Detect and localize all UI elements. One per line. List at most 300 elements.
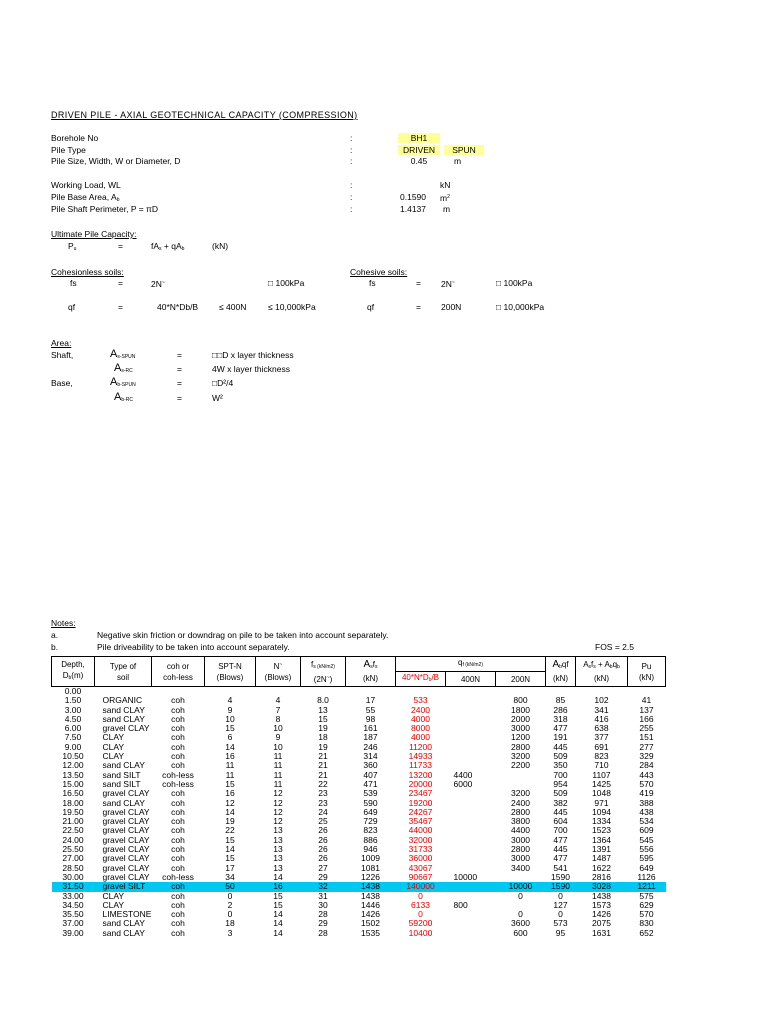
cell-spt-n: 6 xyxy=(227,733,233,743)
cell-qf-200n xyxy=(496,901,546,910)
cell-abqf: 954 xyxy=(553,779,568,789)
cell-qf-200n: 1800 xyxy=(511,705,530,715)
cell-qf-cohesionless: 31733 xyxy=(408,845,433,855)
col-fs-header: $f_{s (kN/m2)}$ (2N~) xyxy=(301,657,346,687)
base-label: Base, xyxy=(51,378,73,388)
cell-total: 377 xyxy=(594,733,609,743)
cell-spt-n: 34 xyxy=(225,872,235,882)
cell-soil: sand CLAY xyxy=(102,761,145,771)
cell-pu: 166 xyxy=(639,714,654,724)
cell-depth: 13.50 xyxy=(62,770,84,780)
cell-pu xyxy=(628,687,666,697)
col-qf-400n-header: 400N xyxy=(446,672,496,687)
cell-qf-200n: 2400 xyxy=(511,798,530,808)
cell-depth: 39.00 xyxy=(62,928,84,938)
cell-qf-cohesionless: 90667 xyxy=(408,872,433,882)
cohesive-qf-limit: □ 10,000kPa xyxy=(496,302,545,312)
col-asfs-header: $A_sf_s$ (kN) xyxy=(346,657,396,687)
cell-abqf: 382 xyxy=(553,798,568,808)
cohesionless-fs-value: 2N~ xyxy=(151,279,165,289)
cell-coh: coh xyxy=(152,882,205,891)
fos-label: FOS = 2.5 xyxy=(595,642,634,652)
cell-qf-cohesionless: 11733 xyxy=(408,761,432,771)
col-sptn-header: SPT-N (Blows) xyxy=(205,657,256,687)
table-row xyxy=(52,919,666,928)
pu-equals: = xyxy=(118,241,123,251)
cell-n-corr: 12 xyxy=(273,798,283,808)
cell-qf-cohesionless: 4000 xyxy=(411,714,430,724)
cohesionless-fs-eq: = xyxy=(118,278,123,288)
cell-qf-400n xyxy=(446,854,496,863)
cell-abqf: 573 xyxy=(553,919,568,929)
cell-qf-cohesionless: 4000 xyxy=(411,733,430,743)
cell-qf-cohesionless: 0 xyxy=(418,891,423,901)
cell-qf-cohesionless: 10400 xyxy=(408,928,433,938)
cell-abqf: 700 xyxy=(553,826,568,836)
cell-abqf: 477 xyxy=(553,724,568,734)
cell-spt-n: 17 xyxy=(225,863,235,873)
pile-size-label: Pile Size, Width, W or Diameter, D xyxy=(51,156,181,166)
cell-qf-400n xyxy=(446,752,496,761)
cell-coh: coh-less xyxy=(162,770,194,780)
cell-coh: coh-less xyxy=(162,779,194,789)
cell-qf-400n xyxy=(446,696,496,705)
cell-total: 2816 xyxy=(592,872,611,882)
cell-soil: gravel CLAY xyxy=(102,845,150,855)
cell-spt-n: 4 xyxy=(227,696,233,706)
cell-coh: coh xyxy=(171,752,185,762)
cohesionless-qf-value: 40*N*Db/B xyxy=(157,302,199,312)
cell-asfs: 1438 xyxy=(346,882,396,891)
cell-n-corr: 11 xyxy=(273,752,283,762)
cohesive-qf-value: 200N xyxy=(441,302,462,312)
cell-asfs: 886 xyxy=(363,835,378,845)
cell-coh: coh xyxy=(171,724,185,734)
cohesive-fs-label: fs xyxy=(369,278,376,288)
cell-depth: 22.50 xyxy=(62,826,84,836)
cell-total: 691 xyxy=(594,742,609,752)
cell-abqf: 604 xyxy=(553,817,568,827)
cell-spt-n: 22 xyxy=(225,826,235,836)
cell-spt-n: 9 xyxy=(227,705,233,715)
cell-spt-n: 50 xyxy=(205,882,256,891)
cell-abqf: 85 xyxy=(555,696,566,706)
cell-abqf: 445 xyxy=(553,742,568,752)
table-row xyxy=(52,752,666,761)
table-row xyxy=(52,733,666,742)
cell-depth: 4.50 xyxy=(64,714,82,724)
table-row xyxy=(52,780,666,789)
cell-soil: gravel CLAY xyxy=(102,807,150,817)
table-row xyxy=(52,724,666,733)
cell-coh: coh-less xyxy=(162,872,194,882)
col-soil-header: Type of soil xyxy=(95,657,152,687)
cell-abqf: 509 xyxy=(553,789,568,799)
table-row xyxy=(52,873,666,882)
cell-fs: 13 xyxy=(318,705,328,715)
area-heading: Area: xyxy=(51,338,72,348)
cell-pu: 284 xyxy=(639,761,654,771)
cell-n-corr: 11 xyxy=(273,770,283,780)
cell-soil: sand SILT xyxy=(102,770,141,780)
cell-depth: 9.00 xyxy=(64,742,82,752)
cohesive-fs-eq: = xyxy=(416,278,421,288)
base-area-unit: $m^2$ xyxy=(440,193,450,203)
cell-asfs: 649 xyxy=(363,807,378,817)
cell-asfs: 823 xyxy=(363,826,378,836)
cell-fs: 21 xyxy=(318,770,328,780)
cell-soil: CLAY xyxy=(102,742,125,752)
cell-abqf: 127 xyxy=(553,900,568,910)
cell-total xyxy=(576,687,628,697)
cell-qf-400n xyxy=(446,836,496,845)
col-ncorr-header: N~ (Blows) xyxy=(256,657,301,687)
cell-coh xyxy=(152,687,205,697)
cohesive-heading: Cohesive soils: xyxy=(350,267,408,277)
cell-asfs: 187 xyxy=(363,733,378,743)
cell-coh: coh xyxy=(171,742,185,752)
cell-pu: 534 xyxy=(639,817,654,827)
table-row xyxy=(52,929,666,938)
cell-coh: coh xyxy=(171,817,185,827)
cell-qf-cohesionless: 2400 xyxy=(411,705,430,715)
col-total-header: $A_sf_s + A_bq_b$ (kN) xyxy=(576,657,628,687)
cell-asfs: 1426 xyxy=(361,910,380,920)
cell-qf-cohesionless: 20000 xyxy=(408,779,433,789)
cohesionless-qf-limit1: ≤ 400N xyxy=(219,302,247,312)
cell-qf-200n: 4400 xyxy=(511,826,530,836)
cell-depth: 6.00 xyxy=(64,724,82,734)
table-row xyxy=(52,761,666,770)
cell-asfs: 1081 xyxy=(361,863,380,873)
cell-spt-n: 0 xyxy=(227,891,233,901)
cell-qf-cohesionless: 19200 xyxy=(408,798,433,808)
cohesionless-qf-label: qf xyxy=(68,302,76,312)
pile-subtype-value[interactable]: SPUN xyxy=(444,145,484,155)
working-load-unit: kN xyxy=(440,180,451,190)
cell-soil: CLAY xyxy=(102,733,125,743)
cell-qf-cohesionless: 13200 xyxy=(408,770,433,780)
cell-qf-200n: 2200 xyxy=(511,761,530,771)
cell-spt-n: 19 xyxy=(225,817,235,827)
cell-qf-400n xyxy=(446,845,496,854)
pile-size-value[interactable]: 0.45 xyxy=(410,156,428,166)
table-row xyxy=(52,892,666,901)
cell-pu: 277 xyxy=(639,742,654,752)
cell-qf-200n: 0 xyxy=(518,891,523,901)
cell-spt-n: 10 xyxy=(225,714,235,724)
cell-abqf: 445 xyxy=(553,807,568,817)
cell-qf-cohesionless: 23467 xyxy=(408,789,433,799)
cell-n-corr: 11 xyxy=(273,761,283,771)
cell-coh: coh xyxy=(171,900,185,910)
area-shaft-rc-symbol: $A_{s-RC}$ xyxy=(114,362,133,374)
table-body xyxy=(52,687,666,939)
base-area-value: 0.1590 xyxy=(400,192,426,202)
cell-total: 710 xyxy=(594,761,609,771)
area-base-rc-eq: = xyxy=(177,393,182,403)
cohesionless-heading: Cohesionless soils: xyxy=(51,267,124,277)
cell-abqf: 0 xyxy=(558,910,563,920)
ultimate-heading: Ultimate Pile Capacity: xyxy=(51,229,137,239)
cell-spt-n: 14 xyxy=(225,742,235,752)
cell-qf-200n: 800 xyxy=(513,696,528,706)
cell-qf-cohesionless: 32000 xyxy=(408,835,433,845)
cell-total: 1573 xyxy=(592,900,611,910)
cell-qf-200n: 10000 xyxy=(496,882,546,891)
cell-total: 1631 xyxy=(592,928,611,938)
cell-qf-cohesionless: 533 xyxy=(413,696,428,706)
cell-soil: sand CLAY xyxy=(102,919,145,929)
cell-qf-400n: 10000 xyxy=(453,872,478,882)
cell-abqf: 1590 xyxy=(546,882,576,891)
cell-qf-200n: 2800 xyxy=(511,845,530,855)
cell-asfs: 246 xyxy=(363,742,378,752)
cell-qf-400n xyxy=(446,826,496,835)
table-row xyxy=(52,854,666,863)
cell-total: 1622 xyxy=(592,863,611,873)
cell-qf-400n xyxy=(446,929,496,938)
cell-spt-n: 11 xyxy=(225,761,235,771)
cohesionless-qf-eq: = xyxy=(118,302,123,312)
cell-fs: 27 xyxy=(318,863,328,873)
cell-asfs: 729 xyxy=(363,817,378,827)
cell-fs: 19 xyxy=(318,742,328,752)
cell-n-corr: 10 xyxy=(273,742,283,752)
cell-n-corr: 12 xyxy=(273,789,283,799)
cell-qf-400n: 800 xyxy=(453,900,468,910)
cell-asfs: 1226 xyxy=(361,872,380,882)
cell-asfs: 17 xyxy=(365,696,376,706)
cell-qf-400n xyxy=(446,733,496,742)
cell-abqf: 191 xyxy=(553,733,568,743)
cell-soil: sand CLAY xyxy=(102,798,145,808)
cell-depth: 15.00 xyxy=(62,779,84,789)
cell-asfs: 1446 xyxy=(361,900,380,910)
cell-total: 1107 xyxy=(592,770,611,780)
cell-qf-cohesionless: 36000 xyxy=(408,854,433,864)
cell-soil: CLAY xyxy=(102,900,125,910)
cell-n-corr: 14 xyxy=(273,872,283,882)
cell-qf-400n xyxy=(446,864,496,873)
pile-size-unit: m xyxy=(454,156,462,166)
cell-n-corr: 13 xyxy=(273,845,283,855)
cell-fs: 21 xyxy=(318,752,328,762)
cell-pu: 443 xyxy=(639,770,654,780)
cell-abqf: 0 xyxy=(558,891,563,901)
area-base-rc-symbol: $A_{b-RC}$ xyxy=(114,391,134,403)
cell-abqf: 509 xyxy=(553,752,568,762)
cell-qf-200n: 1200 xyxy=(511,733,530,743)
cell-soil: gravel CLAY xyxy=(102,789,150,799)
cell-qf-cohesionless: 35467 xyxy=(408,817,433,827)
table-row xyxy=(52,687,666,697)
cell-qf-cohesionless: 59200 xyxy=(408,919,433,929)
cell-depth: 34.50 xyxy=(62,900,84,910)
cell-n-corr: 14 xyxy=(273,928,283,938)
col-qf-200n-header: 200N xyxy=(496,672,546,687)
cell-pu: 629 xyxy=(639,900,654,910)
cell-spt-n: 16 xyxy=(225,752,235,762)
table-row xyxy=(52,789,666,798)
cell-total: 823 xyxy=(594,752,609,762)
cell-depth: 12.00 xyxy=(62,761,84,771)
cell-asfs: 98 xyxy=(365,714,376,724)
cohesionless-fs-limit: □ 100kPa xyxy=(268,278,305,288)
cell-pu: 419 xyxy=(639,789,654,799)
cell-asfs: 590 xyxy=(363,798,378,808)
table-header-row-1 xyxy=(52,657,666,672)
cell-depth: 27.00 xyxy=(62,854,84,864)
area-base-spun-text: □D²/4 xyxy=(212,378,234,388)
cell-asfs: 55 xyxy=(365,705,376,715)
cell-fs: 26 xyxy=(318,845,328,855)
pile-size-sep: : xyxy=(350,156,353,166)
table-row xyxy=(52,715,666,724)
cell-abqf: 445 xyxy=(553,845,568,855)
cell-depth: 19.50 xyxy=(62,807,84,817)
area-shaft-rc-eq: = xyxy=(177,364,182,374)
cell-spt-n: 3 xyxy=(227,928,233,938)
cell-soil: gravel CLAY xyxy=(102,826,150,836)
cell-depth: 1.50 xyxy=(64,696,82,706)
cell-asfs: 1438 xyxy=(361,891,380,901)
cell-n-corr: 14 xyxy=(273,910,283,920)
cell-fs: 23 xyxy=(318,798,328,808)
cell-qf-400n xyxy=(446,892,496,901)
cell-spt-n: 16 xyxy=(225,789,235,799)
cell-qf-400n xyxy=(446,761,496,770)
cell-coh: coh xyxy=(171,919,185,929)
cell-pu: 830 xyxy=(639,919,654,929)
cell-total: 1425 xyxy=(592,779,611,789)
cell-pu: 388 xyxy=(639,798,654,808)
cell-soil: gravel CLAY xyxy=(102,863,150,873)
cell-depth: 25.50 xyxy=(62,845,84,855)
cell-n-corr xyxy=(256,687,301,697)
pile-type-value[interactable]: DRIVEN xyxy=(398,145,440,155)
cell-total: 971 xyxy=(594,798,609,808)
area-shaft-spun-symbol: $A_{s-SPUN}$ xyxy=(110,348,136,360)
cell-depth: 31.50 xyxy=(52,882,95,891)
cell-pu: 652 xyxy=(639,928,654,938)
pile-type-sep: : xyxy=(350,145,353,155)
borehole-label: Borehole No xyxy=(51,133,99,143)
cell-fs: 8.0 xyxy=(317,696,329,706)
cell-fs: 26 xyxy=(318,854,328,864)
table-row xyxy=(52,706,666,715)
cell-depth: 35.50 xyxy=(62,910,84,920)
cell-qf-200n: 3000 xyxy=(511,854,530,864)
borehole-value[interactable]: BH1 xyxy=(398,133,440,143)
cell-total: 416 xyxy=(594,714,609,724)
cell-spt-n: 14 xyxy=(225,807,235,817)
shaft-perimeter-sep: : xyxy=(350,204,353,214)
notes-heading: Notes: xyxy=(51,618,76,628)
cell-pu: 595 xyxy=(639,854,654,864)
cell-qf-200n: 0 xyxy=(518,910,523,920)
cell-fs: 15 xyxy=(318,714,328,724)
cell-abqf xyxy=(546,687,576,697)
cell-coh: coh xyxy=(171,733,185,743)
cell-coh: coh xyxy=(171,807,185,817)
cell-coh: coh xyxy=(171,714,185,724)
cell-spt-n: 14 xyxy=(225,845,235,855)
area-base-spun-eq: = xyxy=(177,378,182,388)
cell-soil: gravel CLAY xyxy=(102,835,150,845)
cell-qf-400n xyxy=(446,687,496,697)
cell-coh: coh xyxy=(171,910,185,920)
cell-coh: coh xyxy=(171,845,185,855)
table-row xyxy=(52,771,666,780)
cell-qf-200n: 3000 xyxy=(511,724,530,734)
cell-qf-cohesionless: 44000 xyxy=(408,826,433,836)
cell-pu: 438 xyxy=(639,807,654,817)
cell-fs: 29 xyxy=(318,872,328,882)
cell-qf-200n: 3200 xyxy=(511,789,530,799)
cell-soil: gravel CLAY xyxy=(102,724,150,734)
cell-asfs: 360 xyxy=(363,761,378,771)
cell-fs: 25 xyxy=(318,817,328,827)
cell-spt-n xyxy=(205,687,256,697)
cell-pu: 545 xyxy=(639,835,654,845)
cell-qf-400n xyxy=(446,817,496,826)
cohesionless-fs-label: fs xyxy=(70,278,77,288)
cell-coh: coh xyxy=(171,761,185,771)
cell-qf-400n xyxy=(446,799,496,808)
cell-n-corr: 13 xyxy=(273,854,283,864)
cell-spt-n: 15 xyxy=(225,854,235,864)
cell-n-corr: 10 xyxy=(273,724,283,734)
cell-qf-400n: 6000 xyxy=(453,779,473,789)
cell-asfs xyxy=(346,687,396,697)
cohesionless-qf-limit2: ≤ 10,000kPa xyxy=(268,302,316,312)
cell-pu: 649 xyxy=(639,863,654,873)
cell-qf-400n xyxy=(446,919,496,928)
table-row xyxy=(52,799,666,808)
table-row xyxy=(52,845,666,854)
cell-qf-200n: 3000 xyxy=(511,835,530,845)
cell-fs: 23 xyxy=(318,789,328,799)
cell-pu: 255 xyxy=(639,724,654,734)
cell-depth: 24.00 xyxy=(62,835,84,845)
cell-fs: 29 xyxy=(318,919,328,929)
cell-depth: 30.00 xyxy=(62,872,84,882)
cell-n-corr: 15 xyxy=(273,900,283,910)
col-coh-header: coh or coh-less xyxy=(152,657,205,687)
cell-qf-200n xyxy=(496,780,546,789)
col-depth-header: Depth, $D_b(m)$ xyxy=(52,657,95,687)
cell-fs: 28 xyxy=(318,928,328,938)
cell-qf-200n: 3800 xyxy=(511,817,530,827)
cell-total: 1334 xyxy=(592,817,611,827)
base-area-sep: : xyxy=(350,192,353,202)
cell-depth: 10.50 xyxy=(62,752,84,762)
cell-n-corr: 12 xyxy=(273,807,283,817)
cell-asfs: 1502 xyxy=(361,919,380,929)
cell-spt-n: 15 xyxy=(225,835,235,845)
cell-total: 1523 xyxy=(592,826,611,836)
cell-spt-n: 2 xyxy=(227,900,233,910)
cell-qf-cohesionless: 0 xyxy=(418,910,423,920)
table-row xyxy=(52,826,666,835)
cell-total: 1094 xyxy=(592,807,611,817)
cell-n-corr: 16 xyxy=(256,882,301,891)
cell-qf-200n: 3600 xyxy=(511,919,530,929)
table-row xyxy=(52,882,666,891)
col-pu-header: Pu (kN) xyxy=(628,657,666,687)
cell-fs: 24 xyxy=(318,807,328,817)
